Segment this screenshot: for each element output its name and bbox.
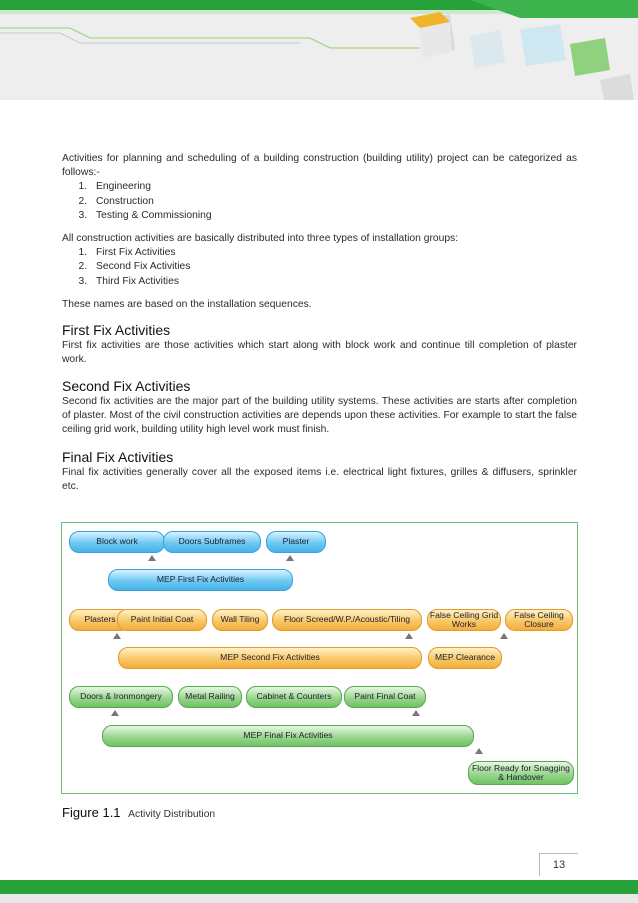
figure-label: Figure 1.1 [62, 805, 121, 820]
arrow-up-icon [500, 633, 508, 639]
paragraph: Second fix activities are the major part of the building utility systems. These activities are starts after completion of plaster. Most of the civil construction activities are depends upon these activities. For example to start the false ceiling grid work, building utility high level work must finish. [62, 396, 577, 436]
floor-ready-handover-box: Floor Ready for Snagging & Handover [468, 761, 574, 785]
mep-final-fix-box: MEP Final Fix Activities [102, 725, 474, 747]
arrow-up-icon [412, 710, 420, 716]
plasters-box: Plasters [69, 609, 131, 631]
figure-caption [62, 805, 215, 820]
category-list [62, 180, 577, 223]
arrow-up-icon [111, 710, 119, 716]
paint-final-coat-box: Paint Final Coat [344, 686, 426, 708]
doors-ironmongery-box: Doors & Ironmongery [69, 686, 173, 708]
wall-tiling-box: Wall Tiling [212, 609, 268, 631]
list-item: 1. Engineering [90, 180, 577, 194]
intro-block [62, 152, 577, 312]
plaster-box: Plaster [266, 531, 326, 553]
list-item: 2. Construction [90, 195, 577, 209]
cabinet-counters-box: Cabinet & Counters [246, 686, 342, 708]
section-title-second-fix: Second Fix Activities [62, 378, 191, 394]
paint-initial-coat-box: Paint Initial Coat [117, 609, 207, 631]
arrow-up-icon [113, 633, 121, 639]
metal-railing-box: Metal Railing [178, 686, 242, 708]
mep-first-fix-box: MEP First Fix Activities [108, 569, 293, 591]
section-body-second-fix [62, 395, 577, 438]
false-ceiling-grid-box: False Ceiling Grid Works [427, 609, 501, 631]
mep-second-fix-box: MEP Second Fix Activities [118, 647, 422, 669]
section-title-final-fix: Final Fix Activities [62, 449, 174, 465]
footer-bar [0, 880, 638, 894]
paragraph: Final fix activities generally cover all the exposed items i.e. electrical light fixtures, grilles & diffusers, sprinkler etc. [62, 467, 577, 493]
list-item: 3. Testing & Commissioning [90, 209, 577, 223]
list-item: 2. Second Fix Activities [90, 260, 577, 274]
block-work-box: Block work [69, 531, 165, 553]
arrow-up-icon [405, 633, 413, 639]
arrow-up-icon [475, 748, 483, 754]
mep-clearance-box: MEP Clearance [428, 647, 502, 669]
doors-subframes-box: Doors Subframes [163, 531, 261, 553]
figure-title: Activity Distribution [128, 809, 216, 820]
section-title-first-fix: First Fix Activities [62, 322, 171, 338]
arrow-up-icon [148, 555, 156, 561]
list-item: 1. First Fix Activities [90, 246, 577, 260]
sequence-paragraph: These names are based on the installation sequences. [62, 298, 312, 310]
section-body-final-fix [62, 466, 577, 494]
floor-screed-box: Floor Screed/W.P./Acoustic/Tiling [272, 609, 422, 631]
groups-paragraph: All construction activities are basically distributed into three types of installation groups: [62, 233, 459, 245]
group-list [62, 246, 577, 289]
arrow-up-icon [286, 555, 294, 561]
header-banner [0, 0, 638, 100]
paragraph: First fix activities are those activities which start along with block work and continue till completion of plaster work. [62, 340, 577, 366]
section-body-first-fix [62, 339, 577, 367]
header-decoration [0, 0, 638, 100]
false-ceiling-closure-box: False Ceiling Closure [505, 609, 573, 631]
footer-strip [0, 894, 638, 903]
page-number: 13 [539, 853, 578, 876]
activity-distribution-diagram [61, 522, 578, 794]
list-item: 3. Third Fix Activities [90, 275, 577, 289]
intro-paragraph: Activities for planning and scheduling of a building construction (building utility) project can be categorized as follows:- [62, 153, 577, 179]
